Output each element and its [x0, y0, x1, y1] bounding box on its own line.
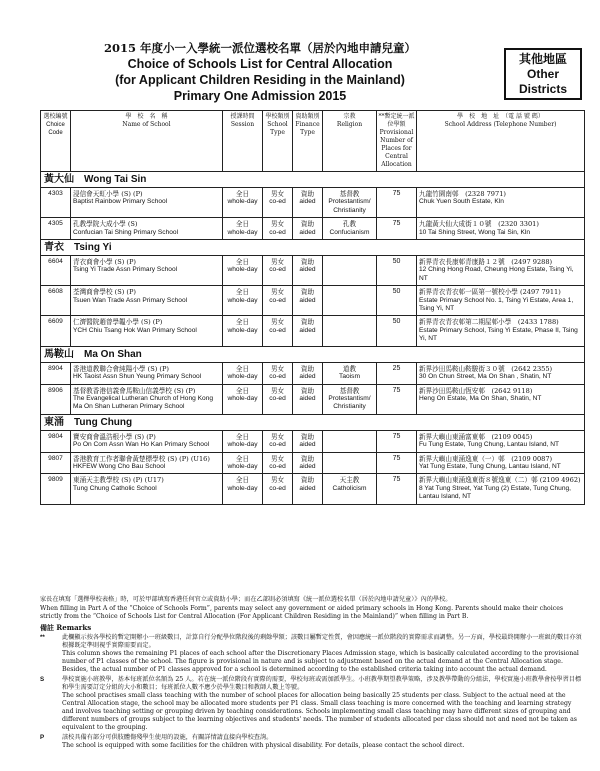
school-session-session-zh: 全日: [235, 258, 250, 267]
school-places: [377, 218, 417, 240]
school-code: [41, 430, 71, 452]
col-header-address: 學 校 地 址 （電 話 號 碼） School Address (Telephone Number): [417, 111, 585, 172]
table-row: [41, 430, 585, 452]
remark-text-chinese: 該校具備有部分可供肢體傷殘學生使用的設施，有關詳情請直接向學校查詢。: [62, 734, 273, 741]
school-type-type-zh: 男女: [270, 190, 285, 198]
school-name-name-zh: 孔教學院大成小學 (S): [73, 220, 138, 229]
school-places: [377, 188, 417, 218]
school-session-session-zh: 全日: [235, 476, 250, 485]
school-finance-finance-en: aided: [299, 373, 316, 381]
notes-section: [40, 596, 584, 752]
remark-item: [40, 634, 584, 674]
school-finance-finance-en: aided: [299, 326, 316, 334]
document-title: [40, 40, 480, 104]
school-code: [41, 286, 71, 316]
school-session-session-en: whole-day: [227, 326, 258, 334]
title-english-line-1: Choice of Schools List for Central Allocation: [127, 57, 393, 71]
school-session: [223, 430, 263, 452]
school-code-code: 4305: [48, 220, 63, 228]
remark-symbol: S: [40, 676, 45, 683]
table-body: [41, 172, 585, 505]
school-religion-religion-en: Catholicism: [332, 484, 367, 492]
school-session-session-en: whole-day: [227, 484, 258, 492]
school-places: [377, 474, 417, 504]
district-header-row: [41, 414, 585, 430]
school-name-name-zh: 基督教香港信義會馬鞍山信義學校 (S) (P): [73, 386, 196, 395]
school-session-session-en: whole-day: [227, 394, 258, 402]
school-type-type-zh: 男女: [270, 454, 285, 463]
table-row: [41, 384, 585, 414]
school-finance-finance-zh: 資助: [300, 454, 315, 463]
school-address-address-en: Fu Tung Estate, Tung Chung, Lantau Island, NT: [419, 441, 560, 449]
school-name: [71, 430, 223, 452]
school-name-name-en: Tsuen Wan Trade Assn Primary School: [73, 296, 188, 304]
school-name-name-zh: 荃灣商會學校 (S) (P): [73, 288, 136, 297]
school-type: [263, 218, 293, 240]
school-name: [71, 362, 223, 384]
school-religion-religion-zh: 基督教: [339, 190, 360, 198]
school-session: [223, 256, 263, 286]
school-religion-religion-zh: 孔教: [342, 220, 357, 229]
school-religion-religion-en: Protestantism/ Christianity: [328, 394, 371, 411]
school-finance-finance-zh: 資助: [300, 432, 315, 441]
school-places: [377, 362, 417, 384]
school-address: [417, 316, 585, 346]
school-finance-finance-zh: 資助: [300, 386, 315, 395]
remark-text: [62, 734, 584, 750]
school-religion-religion-zh: 道教: [342, 364, 357, 373]
school-address: [417, 188, 585, 218]
school-type-type-zh: 男女: [270, 364, 285, 373]
school-code: [41, 452, 71, 474]
school-religion: [323, 384, 377, 414]
school-religion: [323, 316, 377, 346]
school-code: [41, 256, 71, 286]
school-finance: [293, 188, 323, 218]
school-address-address-en: Yat Tung Estate, Tung Chung, Lantau Island, NT: [419, 462, 561, 470]
school-type-type-zh: 男女: [270, 318, 285, 327]
school-address: [417, 430, 585, 452]
school-religion: [323, 218, 377, 240]
school-name: [71, 188, 223, 218]
school-address-address-en: Chuk Yuen South Estate, Kln: [419, 198, 504, 206]
remark-item: [40, 734, 584, 750]
school-religion-religion-en: Confucianism: [329, 228, 370, 236]
intro-note-english: When filling in Part A of the “Choice of Schools Form”, parents may select any government or aided primary schools in Hong Kong. Parents should make their choices strictly from the “Choice of Schools List for Central Allocation (For Applicant Children Residing in the Mainland)” when filling in Part B.: [40, 605, 564, 620]
school-finance-finance-en: aided: [299, 462, 316, 470]
col-header-name: 學 校 名 稱 Name of School: [71, 111, 223, 172]
school-address-address-zh: 新界沙田馬鞍山恆安邨 (2642 9118): [419, 386, 533, 395]
school-name-name-zh: 寶安商會溫浩根小學 (S) (P): [73, 432, 156, 441]
school-type-type-en: co-ed: [269, 296, 286, 304]
school-finance-finance-en: aided: [299, 228, 316, 236]
school-name-name-en: Tsing Yi Trade Assn Primary School: [73, 266, 178, 274]
school-finance: [293, 384, 323, 414]
remarks-heading: 備註 Remarks: [40, 623, 92, 632]
school-code-code: 9807: [48, 454, 63, 462]
table-row: [41, 316, 585, 346]
school-code-code: 6609: [48, 318, 63, 326]
school-session: [223, 452, 263, 474]
school-finance-finance-zh: 資助: [300, 220, 315, 229]
table-row: [41, 474, 585, 504]
district-header-row: [41, 172, 585, 188]
school-places-places: 75: [392, 190, 401, 197]
school-religion-religion-en: Protestantism/ Christianity: [328, 198, 371, 214]
school-finance-finance-zh: 資助: [300, 190, 315, 198]
school-address-address-en: Estate Primary School No. 1, Tsing Yi Estate, Area 1, Tsing Yi, NT: [419, 296, 574, 313]
school-address-address-zh: 九龍竹園南邨 (2328 7971): [419, 190, 506, 198]
district-label-english-2: Districts: [518, 82, 568, 96]
school-session: [223, 362, 263, 384]
school-places: [377, 430, 417, 452]
school-finance: [293, 474, 323, 504]
school-session-session-en: whole-day: [227, 266, 258, 274]
school-code-code: 4303: [48, 190, 63, 197]
school-type-type-en: co-ed: [269, 484, 286, 492]
school-places-places: 75: [392, 220, 401, 228]
school-name: [71, 474, 223, 504]
school-religion: [323, 188, 377, 218]
school-type: [263, 188, 293, 218]
school-religion: [323, 256, 377, 286]
school-code-code: 8904: [48, 364, 63, 372]
school-session-session-zh: 全日: [235, 220, 250, 229]
school-name: [71, 452, 223, 474]
school-name-name-en: HK Taoist Assn Shun Yeung Primary School: [73, 373, 202, 381]
school-finance-finance-zh: 資助: [300, 364, 315, 373]
school-address: [417, 256, 585, 286]
school-type-type-zh: 男女: [270, 386, 285, 395]
school-type-type-zh: 男女: [270, 288, 285, 297]
school-name-name-zh: 仁濟醫院趙曾學韞小學 (S) (P): [73, 318, 163, 327]
school-type-type-zh: 男女: [270, 258, 285, 267]
table-row: [41, 218, 585, 240]
school-name: [71, 256, 223, 286]
school-religion: [323, 430, 377, 452]
school-session-session-en: whole-day: [227, 198, 258, 206]
school-address-address-en: 8 Yat Tung Street, Yat Tung (2) Estate, Tung Chung, Lantau Island, NT: [419, 484, 571, 501]
school-type: [263, 362, 293, 384]
school-type: [263, 452, 293, 474]
school-type: [263, 384, 293, 414]
school-session: [223, 474, 263, 504]
district-label-box: [504, 48, 582, 100]
school-name-name-en: HKFEW Wong Cho Bau School: [73, 462, 166, 470]
col-header-code: 選校編號 Choice Code: [41, 111, 71, 172]
school-address-address-zh: 新界青衣青衣邨第二期屋邨小學 (2433 1788): [419, 318, 559, 327]
school-type-type-en: co-ed: [269, 266, 286, 274]
school-type: [263, 256, 293, 286]
school-type-type-en: co-ed: [269, 462, 286, 470]
school-address-address-zh: 新界青衣長康邨青康路１２號 (2497 9288): [419, 258, 553, 267]
school-finance-finance-en: aided: [299, 484, 316, 492]
school-type-type-en: co-ed: [269, 441, 286, 449]
school-finance-finance-zh: 資助: [300, 318, 315, 327]
school-type-type-en: co-ed: [269, 198, 286, 206]
school-religion-religion-zh: 天主教: [339, 476, 360, 485]
remark-text: [62, 676, 584, 732]
school-session-session-zh: 全日: [235, 386, 250, 395]
school-session: [223, 286, 263, 316]
school-code: [41, 218, 71, 240]
remark-text: [62, 634, 584, 674]
school-name-name-zh: 香港教育工作者聯會黃楚標學校 (S) (P) (U16): [73, 454, 210, 463]
school-places-places: 50: [392, 318, 401, 326]
district-header-row: [41, 240, 585, 256]
school-name-name-zh: 東涌天主教學校 (S) (P) (U17): [73, 476, 164, 485]
school-places-places: 25: [392, 364, 401, 372]
remark-text-chinese: 此欄顯示按各學校的暫定開辦小一班級數目，計算自行分配學位階段後的剩餘學額；該數目屬暫定性質，會因應統一派位階段的實際需求而調整。另一方面，學校最終開辦小一班級的數目亦須根據既定準則視乎實際需要而定。: [62, 634, 582, 649]
col-header-places: **暫定統一派位學額 Provisional Number of Places for Central Allocation: [377, 111, 417, 172]
school-name-name-en: Po On Com Assn Wan Ho Kan Primary School: [73, 441, 210, 449]
school-code: [41, 362, 71, 384]
school-address-address-zh: 新界大嶼山東涌逸東街８號逸東（二）邨 (2109 4962): [419, 476, 581, 485]
school-places-places: 50: [392, 258, 401, 266]
col-header-session: 授課時間 Session: [223, 111, 263, 172]
school-address-address-zh: 九龍黃大仙大成街１０號 (2320 3301): [419, 220, 539, 229]
table-header-row: [41, 111, 585, 172]
school-session-session-zh: 全日: [235, 432, 250, 441]
school-session-session-zh: 全日: [235, 288, 250, 297]
school-finance-finance-zh: 資助: [300, 258, 315, 267]
school-type: [263, 316, 293, 346]
school-finance: [293, 286, 323, 316]
district-name: 青衣 Tsing Yi: [41, 240, 585, 256]
district-header-row: [41, 346, 585, 362]
school-address-address-en: 10 Tai Shing Street, Wong Tai Sin, Kln: [419, 228, 531, 236]
intro-note-chinese: 家長在填寫「選擇學校表格」時，可於甲部填寫香港任何官立或資助小學；而在乙部則必須填寫《統一派位選校名單（居於內地申請兒童）》內的學校。: [40, 596, 452, 603]
district-name: 馬鞍山 Ma On Shan: [41, 346, 585, 362]
district-name: 東涌 Tung Chung: [41, 414, 585, 430]
school-name-name-zh: 香港道教聯合會純陽小學 (S) (P): [73, 364, 169, 373]
school-religion: [323, 286, 377, 316]
school-places: [377, 452, 417, 474]
school-name: [71, 316, 223, 346]
remark-item: [40, 676, 584, 732]
school-address-address-zh: 新界沙田馬鞍山鞍駿街３０號 (2642 2355): [419, 364, 553, 373]
school-religion: [323, 362, 377, 384]
school-session-session-en: whole-day: [227, 228, 258, 236]
school-places: [377, 384, 417, 414]
school-address: [417, 384, 585, 414]
school-type-type-en: co-ed: [269, 326, 286, 334]
remark-text-chinese: 學校實施小班教學，基本每班派位名額為 25 人。若在統一派位階段有實際的需要，學校每班或需加派學生。小班教學期望教學策略，涉及教學帶動的分組法，學校實施小班教學會按學習目標和學生需要訂定分組的大小和數目；每班派位人數不應少於學生數目和教師人數上等號。: [62, 676, 582, 691]
title-english-line-2: (for Applicant Children Residing in the Mainland): [115, 73, 405, 87]
school-finance-finance-en: aided: [299, 266, 316, 274]
school-type-type-zh: 男女: [270, 220, 285, 229]
table-row: [41, 256, 585, 286]
school-address: [417, 362, 585, 384]
school-finance-finance-zh: 資助: [300, 476, 315, 485]
school-session: [223, 188, 263, 218]
school-name-name-en: Baptist Rainbow Primary School: [73, 198, 168, 206]
school-address-address-en: 30 On Chun Street, Ma On Shan , Shatin, NT: [419, 373, 552, 381]
school-finance: [293, 218, 323, 240]
school-name: [71, 384, 223, 414]
table-row: [41, 188, 585, 218]
school-finance: [293, 316, 323, 346]
school-address-address-en: Estate Primary School, Tsing Yi Estate, Phase II, Tsing Yi, NT: [419, 326, 578, 343]
school-religion: [323, 474, 377, 504]
remark-text-english: The school practises small class teaching with the number of school places for allocation being basically 25 students per class. Subject to the actual need at the Central Allocation stage, the school may be allocated more students per P1 class. Small class teaching is more concerned with the teaching and learning strategy and involves teaching setting or grouping driven by teaching considerations. Schools implementing small class teaching may have different sizes of grouping and different numbers of groups subject to the learning objectives and students' needs. The number of students allocated per class should not and need not be taken as equivalent to the grouping.: [62, 692, 577, 731]
title-english-line-3: Primary One Admission 2015: [173, 89, 347, 103]
col-header-finance: 資助類別 Finance Type: [293, 111, 323, 172]
school-code-code: 8906: [48, 386, 63, 394]
school-type-type-en: co-ed: [269, 394, 286, 402]
remark-text-english: This column shows the remaining P1 places of each school after the Discretionary Places Admission stage, which is basically calculated according to the provisional number of P1 classes of the school. The figure is provisional in nature and is subject to adjustment based on the actual demand at the Central Allocation stage. Besides, the actual number of P1 classes approved for a school is determined according to the established criteria taking into account the actual demand.: [62, 650, 579, 673]
col-header-type: 學校類別 School Type: [263, 111, 293, 172]
school-places-places: 75: [392, 432, 401, 440]
school-type: [263, 430, 293, 452]
school-name: [71, 218, 223, 240]
col-header-religion: 宗教 Religion: [323, 111, 377, 172]
school-session-session-en: whole-day: [227, 462, 258, 470]
school-address-address-zh: 新界青衣青衣邨一區第一號校小學 (2497 7911): [419, 288, 561, 297]
school-code: [41, 474, 71, 504]
school-address: [417, 452, 585, 474]
school-session-session-en: whole-day: [227, 441, 258, 449]
school-places-places: 75: [392, 454, 401, 462]
school-name-name-en: Tung Chung Catholic School: [73, 484, 157, 492]
school-type: [263, 286, 293, 316]
school-places: [377, 256, 417, 286]
school-session-session-zh: 全日: [235, 454, 250, 463]
school-code: [41, 316, 71, 346]
school-session-session-zh: 全日: [235, 364, 250, 373]
table-row: [41, 452, 585, 474]
school-name-name-en: The Evangelical Lutheran Church of Hong Kong Ma On Shan Lutheran Primary School: [73, 394, 214, 411]
school-name-name-en: Confucian Tai Shing Primary School: [73, 228, 179, 236]
table-row: [41, 286, 585, 316]
district-name: 黃大仙 Wong Tai Sin: [41, 172, 585, 188]
school-finance: [293, 362, 323, 384]
school-session: [223, 384, 263, 414]
school-finance-finance-en: aided: [299, 296, 316, 304]
school-religion: [323, 452, 377, 474]
table-row: [41, 362, 585, 384]
school-session-session-zh: 全日: [235, 190, 250, 198]
school-address-address-en: 12 Ching Hong Road, Cheung Hong Estate, Tsing Yi, NT: [419, 266, 574, 282]
district-label-chinese: 其他地區: [518, 52, 567, 66]
school-religion-religion-en: Taoism: [339, 373, 360, 381]
school-session-session-en: whole-day: [227, 373, 258, 381]
remark-text-english: The school is equipped with some facilities for the children with physical disability. For details, please contact the school direct.: [62, 742, 465, 749]
school-address: [417, 474, 585, 504]
school-finance-finance-en: aided: [299, 394, 316, 402]
school-finance-finance-en: aided: [299, 198, 316, 206]
school-session: [223, 316, 263, 346]
school-name-name-en: YCH Chiu Tsang Hok Wan Primary School: [73, 326, 197, 334]
school-finance-finance-en: aided: [299, 441, 316, 449]
school-code: [41, 188, 71, 218]
school-finance: [293, 256, 323, 286]
school-finance: [293, 452, 323, 474]
school-address-address-zh: 新界大嶼山東涌逸東（一）邨 (2109 0087): [419, 454, 553, 463]
school-places-places: 75: [392, 476, 401, 484]
school-name-name-zh: 青衣商會小學 (S) (P): [73, 258, 136, 267]
school-name: [71, 286, 223, 316]
title-chinese: 2015 年度小一入學統一派位選校名單（居於內地申請兒童）: [103, 41, 416, 55]
school-type-type-en: co-ed: [269, 373, 286, 381]
remark-symbol: **: [40, 634, 45, 641]
school-type: [263, 474, 293, 504]
school-places-places: 50: [392, 288, 401, 296]
school-address: [417, 286, 585, 316]
school-type-type-en: co-ed: [269, 228, 286, 236]
school-finance: [293, 430, 323, 452]
school-code: [41, 384, 71, 414]
school-session-session-en: whole-day: [227, 296, 258, 304]
school-code-code: 6608: [48, 288, 63, 296]
school-session-session-zh: 全日: [235, 318, 250, 327]
remarks-list: [40, 634, 584, 750]
school-type-type-zh: 男女: [270, 432, 285, 441]
schools-table: [40, 110, 585, 505]
school-address-address-zh: 新界大嶼山東涌富東邨 (2109 0045): [419, 432, 533, 441]
school-finance-finance-zh: 資助: [300, 288, 315, 297]
school-places-places: 75: [392, 386, 401, 394]
school-address: [417, 218, 585, 240]
school-code-code: 6604: [48, 258, 63, 266]
school-session: [223, 218, 263, 240]
remark-symbol: P: [40, 734, 45, 741]
school-address-address-en: Heng On Estate, Ma On Shan, Shatin, NT: [419, 394, 542, 402]
school-code-code: 9804: [48, 432, 63, 440]
school-religion-religion-zh: 基督教: [339, 386, 360, 395]
school-name-name-zh: 浸信會天虹小學 (S) (P): [73, 190, 143, 198]
school-type-type-zh: 男女: [270, 476, 285, 485]
school-places: [377, 286, 417, 316]
school-places: [377, 316, 417, 346]
school-code-code: 9809: [48, 476, 63, 484]
district-label-english-1: Other: [526, 67, 559, 81]
